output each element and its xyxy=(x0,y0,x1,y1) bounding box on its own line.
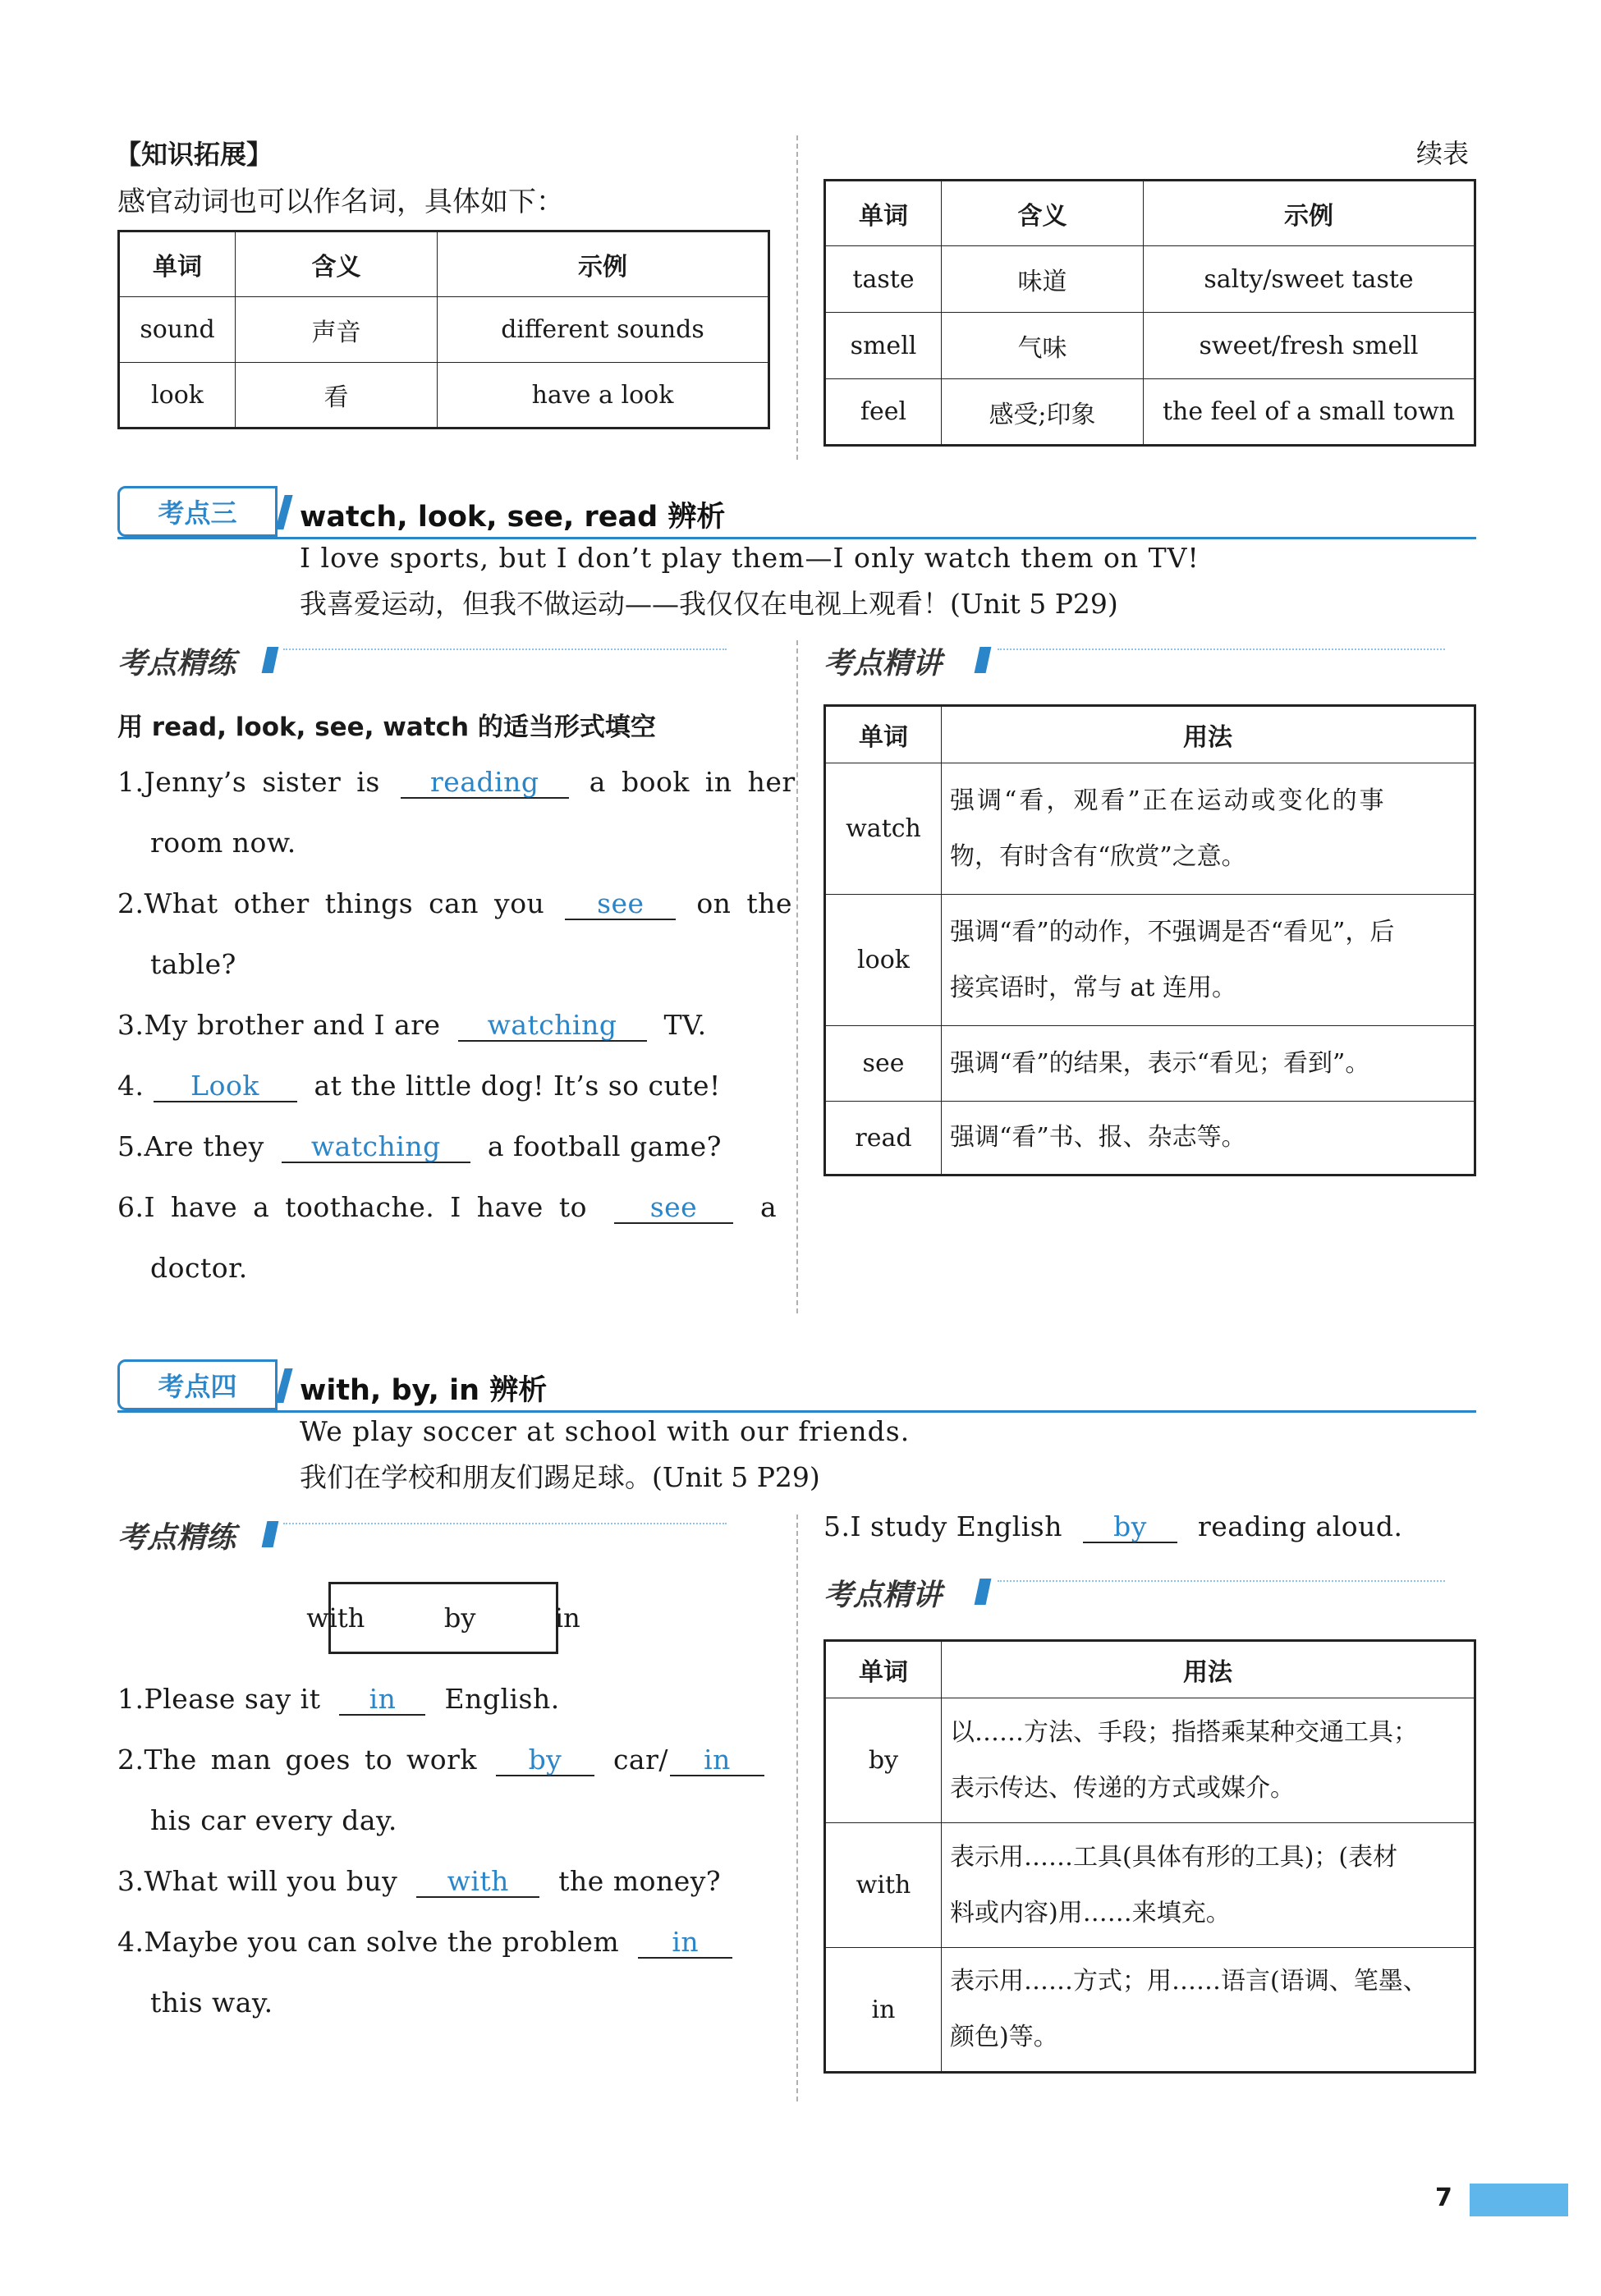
cell-word: see xyxy=(825,1026,942,1102)
answer-blank[interactable]: by xyxy=(1083,1512,1177,1543)
exercise-item: 4.Maybe you can solve the problem in xyxy=(117,1926,742,1959)
answer-blank[interactable]: in xyxy=(638,1927,732,1959)
cell-example: the feel of a small town xyxy=(1144,379,1475,446)
cell-usage: 强调“看”的动作，不强调是否“看见”，后 接宾语时，常与 at 连用。 xyxy=(942,895,1475,1026)
col-word: 单词 xyxy=(825,1641,942,1698)
answer-blank[interactable]: see xyxy=(614,1193,733,1224)
point4-example-zh: 我们在学校和朋友们踢足球。(Unit 5 P29) xyxy=(300,1461,820,1493)
cell-word: look xyxy=(119,363,236,428)
knowledge-heading: 【知识拓展】 xyxy=(115,139,273,170)
cell-meaning: 声音 xyxy=(236,297,438,363)
exercise-item: 6.I have a toothache. I have to see a xyxy=(117,1191,778,1223)
word-bank-box: with by in xyxy=(328,1582,558,1654)
point3-example-en: I love sports, but I don’t play them—I only watch them on TV! xyxy=(300,542,1200,574)
point4-badge: 考点四 xyxy=(117,1359,278,1410)
exercise-item: 4. Look at the little dog! It’s so cute! xyxy=(117,1070,721,1102)
point3-badge: 考点三 xyxy=(117,486,278,537)
column-divider xyxy=(796,1515,798,2101)
dotted-rule xyxy=(998,648,1445,650)
col-example: 示例 xyxy=(1144,181,1475,246)
col-meaning: 含义 xyxy=(236,231,438,297)
sense-noun-table xyxy=(117,230,770,429)
point3-rule xyxy=(117,537,1476,539)
cell-word: read xyxy=(825,1102,942,1175)
table-row xyxy=(825,313,1475,379)
cell-meaning: 气味 xyxy=(942,313,1144,379)
cell-word: in xyxy=(825,1948,942,2073)
point4-usage-table xyxy=(823,1639,1476,2074)
cell-meaning: 看 xyxy=(236,363,438,428)
dotted-rule xyxy=(283,648,727,650)
exercise-item: 2.What other things can you see on the xyxy=(117,887,792,919)
cell-usage: 强调“看”的结果，表示“看见；看到”。 xyxy=(942,1026,1475,1102)
point3-title: watch, look, see, read 辨析 xyxy=(300,501,726,534)
col-usage: 用法 xyxy=(942,706,1475,763)
column-divider xyxy=(796,640,798,1313)
point3-usage-table xyxy=(823,704,1476,1176)
answer-blank[interactable]: in xyxy=(339,1684,425,1716)
cell-word: watch xyxy=(825,763,942,895)
cell-example: sweet/fresh smell xyxy=(1144,313,1475,379)
col-word: 单词 xyxy=(825,706,942,763)
cell-word: by xyxy=(825,1698,942,1823)
table-row xyxy=(825,1698,1475,1823)
exercise-item: 3.My brother and I are watching TV. xyxy=(117,1009,707,1041)
cell-word: look xyxy=(825,895,942,1026)
exercise-item-cont: his car every day. xyxy=(150,1804,397,1836)
cell-meaning: 味道 xyxy=(942,246,1144,313)
col-example: 示例 xyxy=(438,231,769,297)
exercise-item-cont: room now. xyxy=(150,827,296,859)
cell-word: taste xyxy=(825,246,942,313)
exercise-item: 2.The man goes to work by car/ in xyxy=(117,1744,764,1776)
cell-example: different sounds xyxy=(438,297,769,363)
table-row xyxy=(825,763,1475,895)
exercise-item: 1.Please say it in English. xyxy=(117,1683,560,1715)
cell-example: salty/sweet taste xyxy=(1144,246,1475,313)
continued-label: 续表 xyxy=(1416,138,1470,169)
cell-word: sound xyxy=(119,297,236,363)
table-row xyxy=(825,379,1475,446)
answer-blank[interactable]: see xyxy=(565,889,676,920)
col-usage: 用法 xyxy=(942,1641,1475,1698)
section-mark-icon xyxy=(975,647,992,673)
cell-usage: 以……方法、手段；指搭乘某种交通工具； 表示传达、传递的方式或媒介。 xyxy=(942,1698,1475,1823)
column-divider xyxy=(796,135,798,460)
exercise-item: 5.I study English by reading aloud. xyxy=(823,1510,1403,1542)
table-row xyxy=(825,1948,1475,2073)
cell-word: with xyxy=(825,1823,942,1948)
point4-rule xyxy=(117,1410,1476,1413)
answer-blank[interactable]: in xyxy=(670,1745,764,1776)
cell-example: have a look xyxy=(438,363,769,428)
table-row xyxy=(825,895,1475,1026)
answer-blank[interactable]: watching xyxy=(282,1132,470,1163)
exercise-item: 5.Are they watching a football game? xyxy=(117,1130,722,1162)
table-row xyxy=(119,297,769,363)
point4-title: with, by, in 辨析 xyxy=(300,1374,548,1407)
knowledge-intro: 感官动词也可以作名词，具体如下： xyxy=(117,186,564,218)
answer-blank[interactable]: by xyxy=(496,1745,594,1776)
cell-usage: 表示用……工具(具体有形的工具)；(表材 料或内容)用……来填充。 xyxy=(942,1823,1475,1948)
section-mark-icon xyxy=(262,1521,279,1547)
point3-example-zh: 我喜爱运动，但我不做运动——我仅仅在电视上观看！(Unit 5 P29) xyxy=(300,588,1118,620)
table-row xyxy=(825,1823,1475,1948)
answer-blank[interactable]: with xyxy=(416,1867,539,1898)
point4-practice-title: 考点精练 xyxy=(117,1521,236,1555)
col-word: 单词 xyxy=(825,181,942,246)
page-number-bar xyxy=(1470,2184,1568,2216)
point4-explain-title: 考点精讲 xyxy=(823,1579,943,1612)
exercise-item: 1.Jenny’s sister is reading a book in her xyxy=(117,766,796,798)
section-mark-icon xyxy=(975,1579,992,1605)
sense-noun-table-continued xyxy=(823,179,1476,447)
section-mark-icon xyxy=(262,647,279,673)
point3-instruction: 用 read, look, see, watch 的适当形式填空 xyxy=(117,713,656,742)
page-number: 7 xyxy=(1435,2184,1452,2212)
cell-meaning: 感受;印象 xyxy=(942,379,1144,446)
table-row xyxy=(825,1102,1475,1175)
exercise-item-cont: doctor. xyxy=(150,1252,248,1284)
table-row xyxy=(119,363,769,428)
exercise-item: 3.What will you buy with the money? xyxy=(117,1865,722,1897)
cell-usage: 表示用……方式；用……语言(语调、笔墨、 颜色)等。 xyxy=(942,1948,1475,2073)
answer-blank[interactable]: Look xyxy=(154,1071,297,1102)
point4-example-en: We play soccer at school with our friends. xyxy=(300,1415,911,1447)
table-row xyxy=(825,1026,1475,1102)
cell-usage: 强调“看”书、报、杂志等。 xyxy=(942,1102,1475,1175)
cell-word: feel xyxy=(825,379,942,446)
answer-blank[interactable]: watching xyxy=(458,1011,647,1042)
col-word: 单词 xyxy=(119,231,236,297)
exercise-item-cont: table? xyxy=(150,948,236,980)
dotted-rule xyxy=(283,1523,727,1524)
point3-practice-title: 考点精练 xyxy=(117,647,236,681)
cell-word: smell xyxy=(825,313,942,379)
answer-blank[interactable]: reading xyxy=(401,768,569,799)
point3-explain-title: 考点精讲 xyxy=(823,647,943,681)
cell-usage: 强调“看，观看”正在运动或变化的事 物，有时含有“欣赏”之意。 xyxy=(942,763,1475,895)
exercise-item-cont: this way. xyxy=(150,1987,273,2019)
dotted-rule xyxy=(998,1580,1445,1582)
table-row xyxy=(825,246,1475,313)
col-meaning: 含义 xyxy=(942,181,1144,246)
